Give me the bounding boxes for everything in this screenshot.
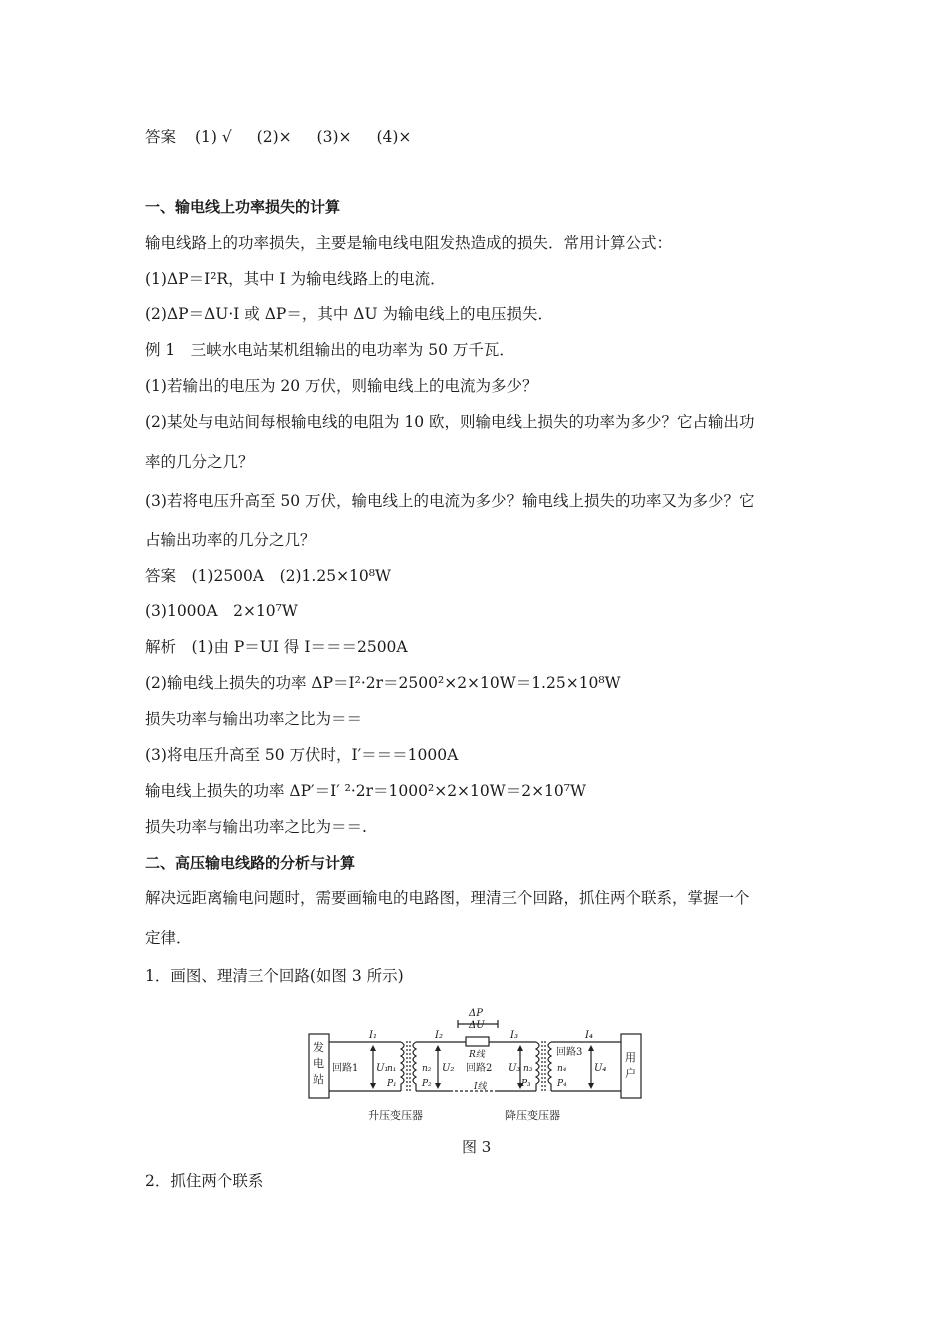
- step-down-transformer-label: 降压变压器: [505, 1109, 560, 1122]
- question-line: (2)某处与电站间每根输电线的电阻为 10 欧，则输电线上损失的功率为多少？它占输出功: [145, 413, 755, 431]
- solution-line: 输电线上损失的功率 ΔP′＝I′ ²·2r＝1000²×2×10W＝2×10⁷W: [145, 782, 586, 800]
- paragraph: 定律．: [145, 929, 192, 947]
- user-label: 用: [625, 1051, 636, 1064]
- current-label: I₂: [435, 1030, 443, 1041]
- turns-label: n₂: [422, 1064, 432, 1074]
- transmission-circuit-diagram: [308, 1005, 644, 1127]
- line-current-label: I线: [474, 1082, 487, 1092]
- line-resistance-label: R线: [469, 1050, 485, 1060]
- user-label: 户: [625, 1067, 636, 1080]
- solution-line: 损失功率与输出功率之比为＝＝.: [145, 818, 367, 836]
- question-line: 率的几分之几？: [145, 453, 254, 471]
- answer-item: (4)×: [376, 128, 412, 146]
- power-loss-label: ΔP: [469, 1008, 483, 1019]
- answer-item: (1) √: [194, 128, 232, 146]
- step-line: 1．画图、理清三个回路(如图 3 所示): [145, 967, 404, 985]
- loop-3-label: 回路3: [556, 1047, 583, 1058]
- power-station-label: 发: [313, 1041, 324, 1054]
- voltage-drop-label: ΔU: [469, 1020, 485, 1031]
- solution-line: (2)输电线上损失的功率 ΔP＝I²·2r＝2500²×2×10W＝1.25×10⁸W: [145, 674, 621, 692]
- solution-line: (3)将电压升高至 50 万伏时，I′＝＝＝1000A: [145, 746, 459, 764]
- current-label: I₁: [369, 1030, 377, 1041]
- paragraph: 解决远距离输电问题时，需要画输电的电路图，理清三个回路，抓住两个联系，掌握一个: [145, 889, 750, 907]
- answer-item: (3)×: [316, 128, 352, 146]
- power-label: P₃: [521, 1079, 531, 1089]
- voltage-label: U₂: [442, 1063, 455, 1074]
- section-heading: 一、输电线上功率损失的计算: [145, 198, 341, 216]
- turns-label: n₃: [523, 1064, 533, 1074]
- power-station-label: 电: [313, 1057, 324, 1070]
- solution-line: 损失功率与输出功率之比为＝＝: [145, 710, 363, 728]
- answer-line: 答案 (1)2500A (2)1.25×10⁸W: [145, 567, 391, 585]
- voltage-label: U₄: [594, 1063, 607, 1074]
- solution-line: 解析 (1)由 P＝UI 得 I＝＝＝2500A: [145, 638, 408, 656]
- power-label: P₄: [557, 1079, 567, 1089]
- step-up-transformer-label: 升压变压器: [368, 1109, 423, 1122]
- power-label: P₂: [422, 1079, 432, 1089]
- answer-line: (3)1000A 2×10⁷W: [145, 602, 298, 620]
- loop-2-label: 回路2: [466, 1063, 493, 1074]
- answer-line: [145, 127, 411, 147]
- section-heading: 二、高压输电线路的分析与计算: [145, 854, 356, 872]
- question-line: (3)若将电压升高至 50 万伏，输电线上的电流为多少？输电线上损失的功率又为多少？它: [145, 492, 755, 510]
- question-line: 占输出功率的几分之几？: [145, 531, 316, 549]
- formula-line: (2)ΔP＝ΔU·I 或 ΔP＝，其中 ΔU 为输电线上的电压损失．: [145, 305, 553, 323]
- current-label: I₃: [510, 1030, 518, 1041]
- figure-caption: 图 3: [462, 1138, 492, 1156]
- step-line: 2．抓住两个联系: [145, 1172, 264, 1190]
- example-title: 例 1 三峡水电站某机组输出的电功率为 50 万千瓦．: [145, 341, 515, 359]
- turns-label: n₁: [387, 1064, 397, 1074]
- paragraph: 输电线路上的功率损失，主要是输电线电阻发热造成的损失．常用计算公式：: [145, 234, 673, 252]
- loop-1-label: 回路1: [332, 1063, 359, 1074]
- answer-label: 答案: [145, 128, 177, 146]
- power-label: P₁: [387, 1079, 397, 1089]
- formula-line: (1)ΔP＝I²R，其中 I 为输电线路上的电流．: [145, 270, 446, 288]
- turns-label: n₄: [557, 1064, 567, 1074]
- current-label: I₄: [585, 1030, 593, 1041]
- power-station-label: 站: [313, 1073, 324, 1086]
- question-line: (1)若输出的电压为 20 万伏，则输电线上的电流为多少？: [145, 377, 538, 395]
- answer-item: (2)×: [256, 128, 292, 146]
- voltage-label: U₃: [508, 1063, 521, 1074]
- voltage-label: U₁: [376, 1063, 389, 1074]
